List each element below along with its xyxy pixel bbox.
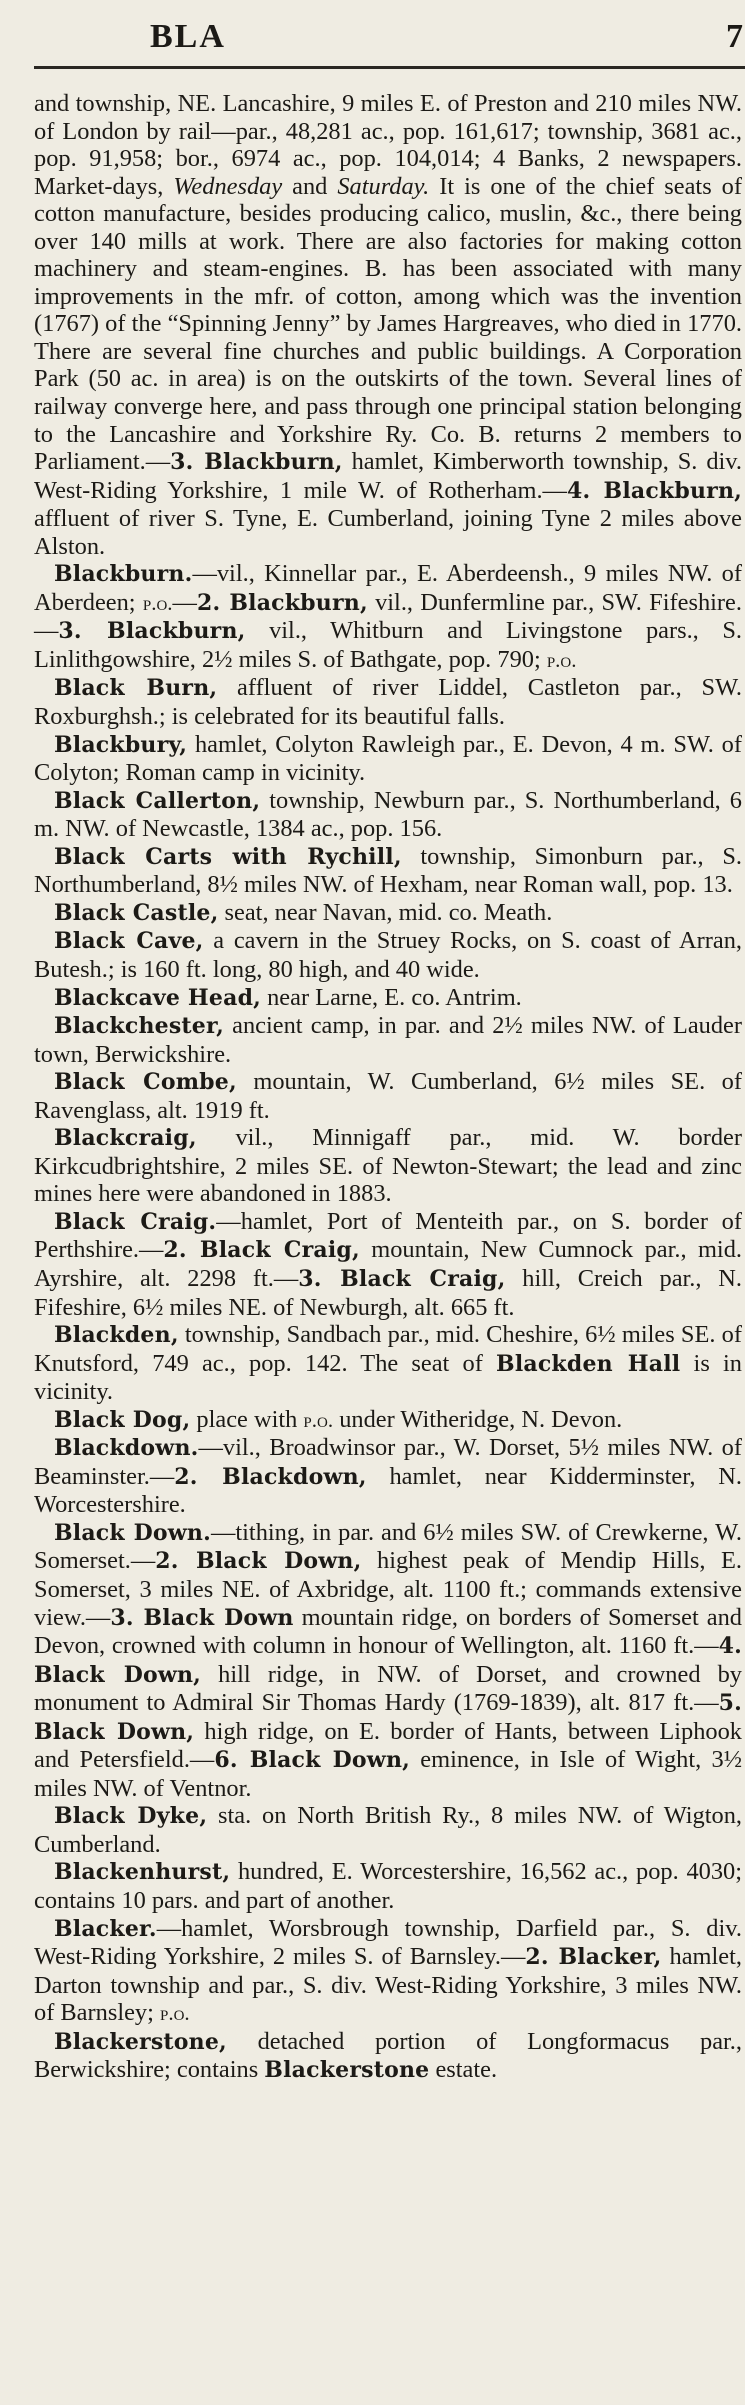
- headword: Black Dog,: [54, 1406, 191, 1433]
- entry-text: and township, NE. Lancashire, 9 miles E. of Preston and 210 miles NW. of London by rail—par., 48,281 ac., pop. 161,617; township, 3681 ac., pop. 91,958; bor., 6974 ac., pop. 104,014; 4 Banks, 2 newspapers. Market-days,: [34, 90, 742, 200]
- entry-text: hamlet, Colyton Rawleigh par., E. Devon, 4 m. SW. of Colyton; Roman camp in vicinity.: [34, 730, 742, 787]
- entry-text: township, Newburn par., S. Northumberland, 6 m. NW. of Newcastle, 1384 ac., pop. 156.: [34, 786, 742, 843]
- headword: 3. Blackburn,: [170, 449, 343, 476]
- entry-text: mountain, W. Cumberland, 6½ miles SE. of Ravenglass, alt. 1919 ft.: [34, 1068, 742, 1124]
- headword: Blackdown.: [54, 1435, 199, 1462]
- headword: 3. Blackburn,: [58, 618, 246, 645]
- headword: Black Cave,: [54, 928, 204, 955]
- headword: Blackcave Head,: [54, 984, 262, 1011]
- gazetteer-entry: [34, 674, 742, 730]
- entry-text: hill, Creich par., N. Fifeshire, 6½ miles NE. of Newburgh, alt. 665 ft.: [34, 1264, 743, 1321]
- headword: Blackden,: [54, 1322, 179, 1349]
- headword: Black Carts with Rychill,: [54, 843, 402, 870]
- running-head-title: BLA: [150, 18, 226, 55]
- headword: 5. Black Down,: [34, 1690, 742, 1745]
- entry-text: estate.: [429, 2056, 498, 2084]
- entry-text: detached portion of Longformacus par., Berwickshire; contains: [34, 2027, 742, 2084]
- gazetteer-entry: [34, 1208, 742, 1321]
- entry-text: affluent of river Liddel, Castleton par., SW. Roxburghsh.; is celebrated for its beautiful falls.: [34, 674, 742, 731]
- entry-text: hamlet, Darton township and par., S. div. West-Riding Yorkshire, 3 miles NW. of Barnsley;: [34, 1943, 742, 2027]
- gazetteer-entry: [34, 1802, 742, 1858]
- gazetteer-entry: [34, 731, 742, 787]
- entries-column: [34, 90, 742, 2085]
- italic-text: Saturday.: [337, 172, 430, 200]
- headword: Black Down.: [54, 1519, 211, 1546]
- entry-text: is in vicinity.: [34, 1349, 742, 1406]
- gazetteer-entry: [34, 1915, 742, 2028]
- italic-text: Wednesday: [173, 172, 283, 200]
- headword: 3. Black Craig,: [298, 1265, 506, 1292]
- post-office-abbrev: p.o.: [303, 1407, 334, 1432]
- headword: Blackbury,: [54, 731, 188, 758]
- gazetteer-entry: [34, 927, 742, 983]
- headword: Blackcraig,: [54, 1125, 197, 1152]
- headword: Black Combe,: [54, 1069, 237, 1096]
- entry-text: hamlet, near Kidderminster, N. Worcestershire.: [34, 1462, 742, 1519]
- entry-text: —hamlet, Port of Menteith par., on S. border of Perthshire.—: [34, 1207, 742, 1264]
- headword: 3. Black Down: [110, 1604, 294, 1631]
- entry-text: —vil., Broadwinsor par., W. Dorset, 5½ miles NW. of Beaminster.—: [34, 1434, 742, 1490]
- gazetteer-entry: [34, 2028, 742, 2085]
- gazetteer-entry: [34, 1434, 742, 1519]
- gazetteer-entry: [34, 1321, 742, 1406]
- entry-text: affluent of river S. Tyne, E. Cumberland, joining Tyne 2 miles above Alston.: [34, 505, 742, 560]
- entry-text: vil., Minnigaff par., mid. W. border Kirkcudbrightshire, 2 miles SE. of Newton-Stewart; the lead and zinc mines here were abandoned in 1883.: [34, 1124, 742, 1208]
- entry-text: eminence, in Isle of Wight, 3½ miles NW. of Ventnor.: [34, 1746, 742, 1802]
- entry-text: township, Simonburn par., S. Northumberland, 8½ miles NW. of Hexham, near Roman wall, pop. 13.: [34, 842, 742, 899]
- entry-text: —tithing, in par. and 6½ miles SW. of Crewkerne, W. Somerset.—: [34, 1518, 742, 1575]
- gazetteer-entry: [34, 1519, 742, 1802]
- entry-text: highest peak of Mendip Hills, E. Somerset, 3 miles NE. of Axbridge, alt. 1100 ft.; commands extensive view.—: [34, 1547, 742, 1631]
- entry-text: under Witheridge, N. Devon.: [333, 1405, 623, 1433]
- entry-text: —: [172, 588, 197, 616]
- headword: Black Callerton,: [54, 787, 261, 814]
- headword: Blacker.: [54, 1915, 157, 1942]
- gazetteer-entry: [34, 1068, 742, 1124]
- entry-text: seat, near Navan, mid. co. Meath.: [218, 898, 553, 926]
- entry-text: vil., Dunfermline par., SW. Fifeshire.—: [34, 588, 742, 645]
- entry-text: hamlet, Kimberworth township, S. div. West-Riding Yorkshire, 1 mile W. of Rotherham.—: [34, 448, 742, 504]
- entry-text: It is one of the chief seats of cotton manufacture, besides producing calico, muslin, &c., there being over 140 mills at work. There are also factories for making cotton machinery and steam-engines. B. has been associated with many improvements in the mfr. of cotton, among which was the invention (1767) of the “Spinning Jenny” by James Hargreaves, who died in 1770. There are several fine churches and public buildings. A Corporation Park (50 ac. in area) is on the outskirts of the town. Several lines of railway converge here, and pass through one principal station belonging to the Lancashire and Yorkshire Ry. Co. B. returns 2 members to Parliament.—: [34, 172, 742, 476]
- page-number: 7: [726, 18, 743, 55]
- header-rule: [34, 66, 745, 69]
- gazetteer-entry: [34, 1406, 742, 1435]
- gazetteer-entry: [34, 1858, 742, 1914]
- gazetteer-entry: [34, 1124, 742, 1208]
- headword: 4. Blackburn,: [566, 477, 742, 504]
- entry-text: high ridge, on E. border of Hants, between Liphook and Petersfield.—: [34, 1717, 742, 1774]
- headword: Blackenhurst,: [54, 1859, 231, 1886]
- headword: 2. Black Craig,: [163, 1237, 360, 1264]
- headword: Black Burn,: [54, 675, 218, 702]
- entry-text: township, Sandbach par., mid. Cheshire, 6½ miles SE. of Knutsford, 749 ac., pop. 142. The seat of: [34, 1321, 742, 1377]
- post-office-abbrev: p.o.: [142, 590, 173, 615]
- headword: Blackburn.: [54, 561, 193, 588]
- gazetteer-entry: [34, 984, 742, 1013]
- headword: Black Castle,: [54, 899, 219, 926]
- entry-text: sta. on North British Ry., 8 miles NW. of Wigton, Cumberland.: [34, 1802, 743, 1858]
- gazetteer-entry: [34, 787, 742, 843]
- entry-text: —hamlet, Worsbrough township, Darfield par., S. div. West-Riding Yorkshire, 2 miles S. of Barnsley.—: [34, 1914, 742, 1971]
- entry-text: ancient camp, in par. and 2½ miles NW. of Lauder town, Berwickshire.: [34, 1012, 742, 1068]
- headword: Black Craig.: [54, 1208, 217, 1235]
- headword: 2. Blackdown,: [174, 1463, 367, 1490]
- gazetteer-entry: [34, 560, 742, 674]
- entry-text: a cavern in the Struey Rocks, on S. coast of Arran, Butesh.; is 160 ft. long, 80 high, and 40 wide.: [34, 927, 742, 983]
- headword: Black Dyke,: [54, 1803, 208, 1830]
- entry-text: mountain ridge, on borders of Somerset and Devon, crowned with column in honour of Wellington, alt. 1160 ft.—: [34, 1603, 742, 1660]
- running-head: [0, 0, 745, 72]
- headword: 2. Black Down,: [155, 1548, 362, 1575]
- entry-text: near Larne, E. co. Antrim.: [261, 983, 522, 1011]
- headword: 4. Black Down,: [34, 1633, 742, 1688]
- headword: Blackchester,: [54, 1013, 225, 1040]
- entry-text: and: [282, 172, 338, 200]
- entry-text: —vil., Kinnellar par., E. Aberdeensh., 9 miles NW. of Aberdeen;: [34, 560, 742, 616]
- gazetteer-entry: [34, 1012, 742, 1068]
- entry-text: place with: [190, 1405, 304, 1433]
- headword: 2. Blacker,: [525, 1944, 662, 1971]
- entry-text: mountain, New Cumnock par., mid. Ayrshire, alt. 2298 ft.—: [34, 1236, 743, 1292]
- headword: Blackerstone: [264, 2057, 430, 2084]
- headword: 2. Blackburn,: [196, 589, 368, 616]
- post-office-abbrev: p.o.: [160, 2001, 190, 2026]
- post-office-abbrev: p.o.: [546, 647, 577, 672]
- gazetteer-entry: [34, 899, 742, 928]
- headword: 6. Black Down,: [214, 1747, 410, 1774]
- headword: Blackden Hall: [496, 1350, 681, 1377]
- entry-text: vil., Whitburn and Livingstone pars., S. Linlithgowshire, 2½ miles S. of Bathgate, pop. 790;: [34, 617, 742, 673]
- gazetteer-entry: [34, 843, 742, 899]
- entry-continuation: [34, 90, 742, 560]
- entry-text: hundred, E. Worcestershire, 16,562 ac., pop. 4030; contains 10 pars. and part of another.: [34, 1858, 742, 1914]
- headword: Blackerstone,: [54, 2028, 227, 2055]
- entry-text: hill ridge, in NW. of Dorset, and crowned by monument to Admiral Sir Thomas Hardy (1769-1839), alt. 817 ft.—: [34, 1660, 742, 1717]
